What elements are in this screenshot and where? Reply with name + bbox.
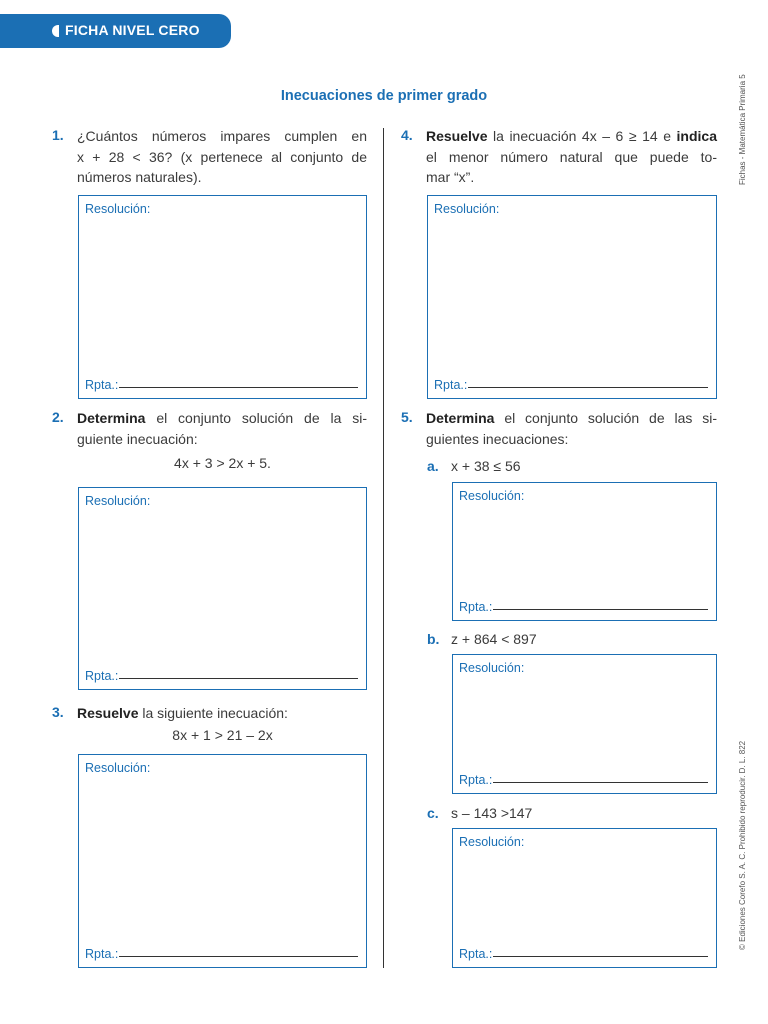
answer-line[interactable]	[119, 387, 358, 388]
page-title: Inecuaciones de primer grado	[280, 88, 488, 104]
question-2-number: 2.	[52, 409, 64, 425]
answer-label: Rpta.:	[459, 773, 493, 787]
resolution-label: Resolución:	[85, 202, 151, 216]
question-4-line-1-mid: la inecuación 4x – 6 ≥ 14 e	[487, 128, 677, 144]
resolution-label: Resolución:	[434, 202, 500, 216]
question-4-verb-2: indica	[676, 128, 717, 144]
answer-label: Rpta.:	[434, 378, 468, 392]
subitem-c-letter: c.	[427, 805, 439, 821]
question-5-line-2: guientes inecuaciones:	[426, 430, 569, 447]
question-3-line-1-rest: la siguiente inecuación:	[138, 705, 288, 721]
question-3-number: 3.	[52, 704, 64, 720]
subitem-c-expression: s – 143 >147	[451, 805, 533, 821]
question-2-text	[77, 408, 367, 449]
answer-box-1[interactable]	[78, 195, 367, 399]
side-text-top: Fichas - Matemática Primaria 5	[738, 74, 747, 185]
answer-box-5b[interactable]	[452, 654, 717, 794]
question-4-line-1	[426, 126, 717, 147]
answer-box-2[interactable]	[78, 487, 367, 690]
question-5-line-1-rest: el conjunto solución de las si-	[494, 410, 717, 426]
resolution-label: Resolución:	[85, 494, 151, 508]
resolution-label: Resolución:	[459, 661, 525, 675]
subitem-b-expression: z + 864 < 897	[451, 631, 537, 647]
answer-line[interactable]	[119, 678, 358, 679]
answer-label: Rpta.:	[85, 378, 119, 392]
answer-box-4[interactable]	[427, 195, 717, 399]
resolution-label: Resolución:	[85, 761, 151, 775]
column-divider	[383, 128, 384, 968]
question-1-line-3: números naturales).	[77, 169, 202, 185]
resolution-label: Resolución:	[459, 835, 525, 849]
question-4-line-3: mar “x”.	[426, 169, 475, 185]
header-banner	[0, 14, 231, 48]
question-5-number: 5.	[401, 409, 413, 425]
question-1-line-2: x + 28 < 36? (x pertenece al conjunto de	[77, 148, 367, 165]
question-4-verb: Resuelve	[426, 128, 488, 144]
answer-label: Rpta.:	[459, 947, 493, 961]
answer-line[interactable]	[119, 956, 358, 957]
question-3-verb: Resuelve	[77, 705, 139, 721]
question-1-text	[77, 126, 367, 188]
question-2-line-1	[77, 408, 367, 429]
question-1-number: 1.	[52, 127, 64, 143]
question-2-expression: 4x + 3 > 2x + 5.	[174, 455, 271, 471]
question-5-text	[426, 408, 717, 449]
header-label: FICHA NIVEL CERO	[65, 22, 200, 38]
question-5-line-1	[426, 408, 717, 429]
answer-box-3[interactable]	[78, 754, 367, 968]
answer-label: Rpta.:	[459, 600, 493, 614]
subitem-a-letter: a.	[427, 458, 439, 474]
answer-label: Rpta.:	[85, 947, 119, 961]
question-2-line-2: guiente inecuación:	[77, 430, 198, 447]
question-5-verb: Determina	[426, 410, 495, 426]
answer-box-5a[interactable]	[452, 482, 717, 621]
answer-line[interactable]	[493, 782, 708, 783]
answer-box-5c[interactable]	[452, 828, 717, 968]
question-3-expression: 8x + 1 > 21 – 2x	[172, 727, 273, 743]
question-4-number: 4.	[401, 127, 413, 143]
resolution-label: Resolución:	[459, 489, 525, 503]
question-3-line-1	[77, 703, 367, 724]
question-3-text	[77, 703, 367, 724]
question-4-line-2: el menor número natural que puede to-	[426, 148, 717, 165]
question-2-line-1-rest: el conjunto solución de la si-	[145, 410, 367, 426]
answer-line[interactable]	[493, 609, 708, 610]
answer-line[interactable]	[468, 387, 708, 388]
subitem-b-letter: b.	[427, 631, 440, 647]
half-circle-icon	[52, 25, 59, 37]
question-4-text	[426, 126, 717, 188]
question-1-line-1: ¿Cuántos números impares cumplen en	[77, 128, 367, 144]
subitem-a-expression: x + 38 ≤ 56	[451, 458, 521, 474]
answer-label: Rpta.:	[85, 669, 119, 683]
question-2-verb: Determina	[77, 410, 146, 426]
side-text-bottom: © Ediciones Corefo S. A. C. Prohibido reproducir. D. L. 822	[738, 740, 747, 950]
answer-line[interactable]	[493, 956, 708, 957]
